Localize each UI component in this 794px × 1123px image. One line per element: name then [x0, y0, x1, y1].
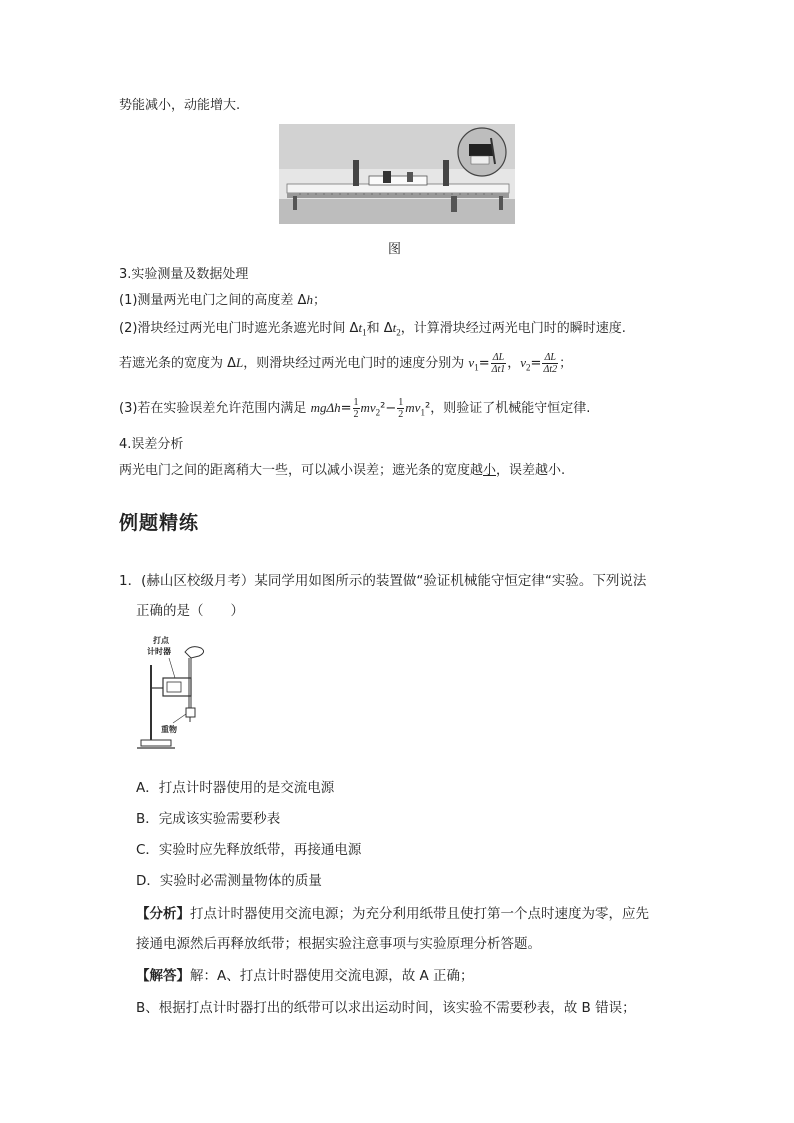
answer-line-2: B、根据打点计时器打出的纸带可以求出运动时间，该实验不需要秒表，故 B 错误；	[136, 1000, 636, 1016]
section3-item1: (1)测量两光电门之间的高度差 Δh；	[119, 292, 326, 308]
fraction-v2: $\frac{\Delta L}{\Delta t2}$	[543, 352, 558, 375]
section3-item3: (3)若在实验误差允许范围内满足 mgΔh= $\frac{1}{2}$ $mv_2^2-$ $\frac{1}{2}$ $mv_1^2$，则验证了机械能守恒定律.	[119, 397, 591, 420]
label-weight: 重物	[161, 725, 177, 734]
section4-text: 两光电门之间的距离稍大一些，可以减小误差；遮光条的宽度越小，误差越小.	[119, 463, 566, 478]
fraction-v1: $\frac{\Delta L}{\Delta t1}$	[491, 352, 506, 375]
analysis-line-1: 【分析】打点计时器使用交流电源；为充分利用纸带且使打第一个点时速度为零，应先	[136, 906, 649, 922]
question-line-1: 1．(赫山区校级月考）某同学用如图所示的装置做“验证机械能守恒定律“实验。下列说法	[119, 573, 647, 589]
question-line-2: 正确的是（ ）	[136, 603, 244, 619]
section3-velocity-line: 若遮光条的宽度为 ΔL，则滑块经过两光电门时的速度分别为 $v_1=$ $\frac{\Delta L}{\Delta t1}$ ，$v_2=$ $\frac{\Delta L}{\Delta t2}$ ；	[119, 352, 573, 375]
timer-apparatus-diagram	[133, 630, 213, 755]
air-track-photo	[279, 124, 515, 224]
section4-title: 4.误差分析	[119, 437, 184, 452]
section3-title: 3.实验测量及数据处理	[119, 267, 249, 282]
option-c: C．实验时应先释放纸带，再接通电源	[136, 842, 362, 858]
answer-line-1: 【解答】解：A、打点计时器使用交流电源，故 A 正确；	[136, 968, 474, 984]
section-heading: 例题精练	[119, 512, 200, 534]
option-b: B．完成该实验需要秒表	[136, 811, 281, 827]
fraction-half-1: $\frac{1}{2}$	[353, 397, 359, 420]
label-dot: 打点	[153, 636, 169, 645]
fraction-half-2: $\frac{1}{2}$	[398, 397, 404, 420]
option-d: D．实验时必需测量物体的质量	[136, 873, 322, 889]
option-a: A．打点计时器使用的是交流电源	[136, 780, 335, 796]
intro-line: 势能减小，动能增大.	[119, 98, 241, 113]
label-timer: 计时器	[147, 647, 171, 656]
analysis-line-2: 接通电源然后再释放纸带；根据实验注意事项与实验原理分析答题。	[136, 936, 541, 952]
section3-item2: (2)滑块经过两光电门时遮光条遮光时间 $\Delta t_1$和 $\Delta t_2$，计算滑块经过两光电门时的瞬时速度.	[119, 320, 626, 338]
figure-caption: 图	[388, 242, 402, 257]
